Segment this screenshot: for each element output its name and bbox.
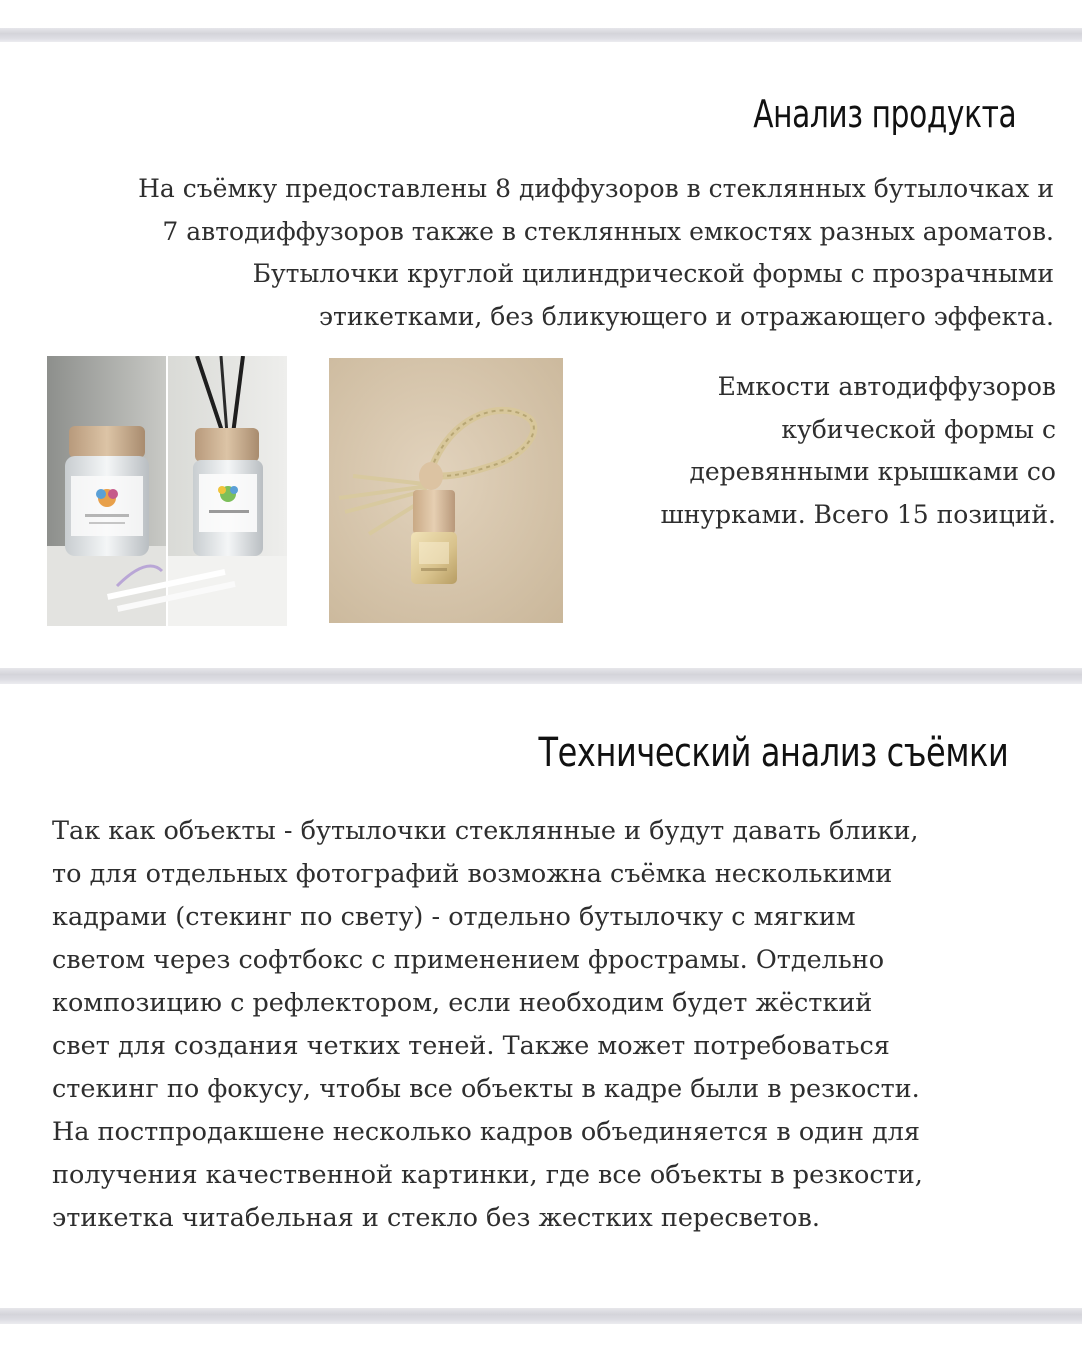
diffuser-bottles-photo [47, 356, 287, 626]
text-line: шнурками. Всего 15 позиций. [660, 499, 1056, 529]
text-line: Так как объекты - бутылочки стеклянные и будут давать блики, [52, 816, 919, 846]
text-line: этикетками, без бликующего и отражающего эффекта. [319, 301, 1054, 331]
text-line: кадрами (стекинг по свету) - отдельно бутылочку с мягким [52, 902, 856, 932]
technical-description [52, 810, 923, 1240]
car-diffuser-description [660, 366, 1056, 536]
text-line: свет для создания четких теней. Также может потребоваться [52, 1031, 890, 1061]
text-line: кубической формы с [781, 414, 1056, 444]
text-line: 7 автодиффузоров также в стеклянных емкостях разных ароматов. [162, 216, 1054, 246]
text-line: светом через софтбокс с применением фрострамы. Отдельно [52, 945, 885, 975]
text-line: Бутылочки круглой цилиндрической формы с прозрачными [252, 259, 1054, 288]
text-line: На постпродакшене несколько кадров объединяется в один для [52, 1117, 920, 1147]
divider-band-bottom [0, 1308, 1082, 1324]
text-line: композицию с рефлектором, если необходим будет жёсткий [52, 988, 873, 1018]
text-line: то для отдельных фотографий возможна съёмка несколькими [52, 859, 893, 889]
text-line: На съёмку предоставлены 8 диффузоров в стеклянных бутылочках и [138, 174, 1054, 203]
text-line: этикетка читабельная и стекло без жестких пересветов. [52, 1203, 820, 1233]
section-title-product-analysis: Анализ продукта [752, 92, 1016, 136]
text-line: деревянными крышками со [689, 457, 1056, 486]
divider-band-middle [0, 668, 1082, 684]
section-title-technical-analysis: Технический анализ съёмки [538, 730, 1008, 776]
text-line: получения качественной картинки, где все объекты в резкости, [52, 1160, 923, 1190]
car-diffuser-photo [329, 358, 563, 623]
divider-band-top [0, 28, 1082, 42]
text-line: стекинг по фокусу, чтобы все объекты в кадре были в резкости. [52, 1074, 920, 1104]
product-description [138, 168, 1054, 338]
text-line: Емкости автодиффузоров [717, 372, 1056, 401]
